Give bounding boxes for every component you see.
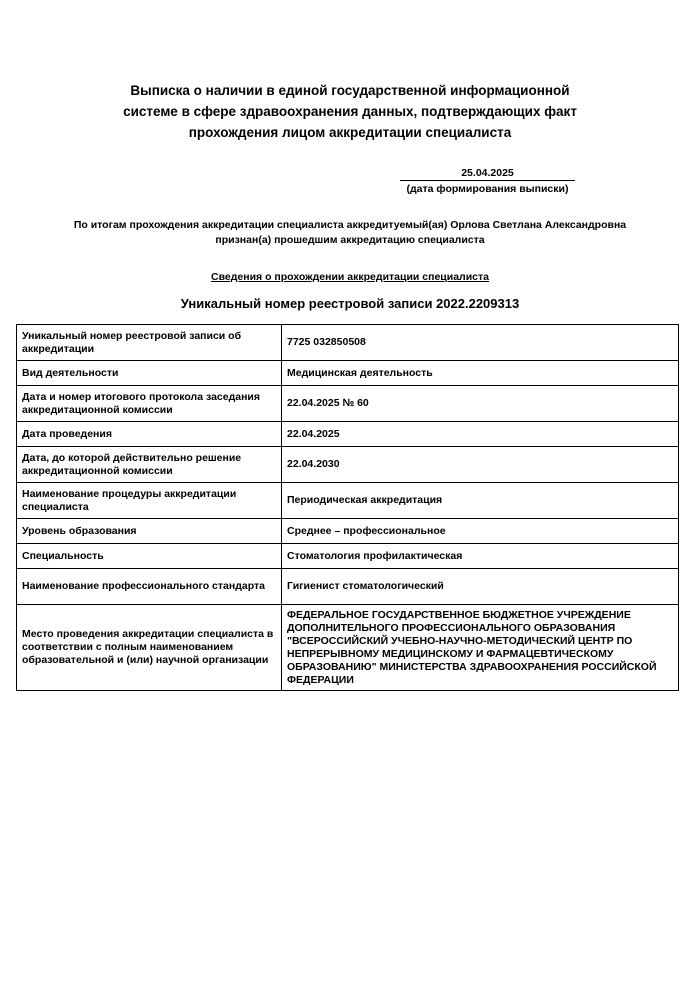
row-value: Стоматология профилактическая — [282, 544, 679, 569]
title-line: Выписка о наличии в единой государственной информационной — [130, 83, 570, 98]
row-label: Наименование процедуры аккредитации специалиста — [17, 483, 282, 519]
row-value: Гигиенист стоматологический — [282, 569, 679, 605]
table-row — [17, 422, 679, 447]
table-row — [17, 483, 679, 519]
row-value: 22.04.2030 — [282, 447, 679, 483]
row-label: Вид деятельности — [17, 361, 282, 386]
row-label: Дата, до которой действительно решение аккредитационной комиссии — [17, 447, 282, 483]
row-value: ФЕДЕРАЛЬНОЕ ГОСУДАРСТВЕННОЕ БЮДЖЕТНОЕ УЧРЕЖДЕНИЕ ДОПОЛНИТЕЛЬНОГО ПРОФЕССИОНАЛЬНОГО ОБРАЗОВАНИЯ "ВСЕРОССИЙСКИЙ УЧЕБНО-НАУЧНО-МЕТОДИЧЕСКИЙ ЦЕНТР ПО НЕПРЕРЫВНОМУ МЕДИЦИНСКОМУ И ФАРМАЦЕВТИЧЕСКОМУ ОБРАЗОВАНИЮ" МИНИСТЕРСТВА ЗДРАВООХРАНЕНИЯ РОССИЙСКОЙ ФЕДЕРАЦИИ — [282, 605, 679, 691]
row-label: Наименование профессионального стандарта — [17, 569, 282, 605]
row-value: 22.04.2025 № 60 — [282, 386, 679, 422]
issue-date-caption: (дата формирования выписки) — [406, 183, 569, 195]
section-heading: Сведения о прохождении аккредитации специалиста — [211, 271, 489, 283]
table-row — [17, 519, 679, 544]
accreditation-summary — [0, 218, 700, 248]
accreditation-details-table — [16, 324, 679, 691]
summary-line: признан(а) прошедшим аккредитацию специалиста — [215, 234, 485, 246]
row-label: Уровень образования — [17, 519, 282, 544]
row-value: Периодическая аккредитация — [282, 483, 679, 519]
row-value: Медицинская деятельность — [282, 361, 679, 386]
table-row — [17, 447, 679, 483]
registry-number-heading: Уникальный номер реестровой записи 2022.2209313 — [180, 296, 520, 311]
table-row — [17, 386, 679, 422]
summary-line: По итогам прохождения аккредитации специалиста аккредитуемый(ая) Орлова Светлана Александровна — [73, 219, 627, 231]
row-value: 22.04.2025 — [282, 422, 679, 447]
row-label: Уникальный номер реестровой записи об аккредитации — [17, 325, 282, 361]
document-title — [100, 80, 600, 143]
title-line: прохождения лицом аккредитации специалиста — [188, 125, 512, 140]
table-row — [17, 325, 679, 361]
table-row — [17, 361, 679, 386]
title-line: системе в сфере здравоохранения данных, подтверждающих факт — [123, 104, 577, 119]
row-value: 7725 032850508 — [282, 325, 679, 361]
row-label: Специальность — [17, 544, 282, 569]
row-value: Среднее – профессиональное — [282, 519, 679, 544]
table-row — [17, 569, 679, 605]
issue-date-block — [400, 167, 575, 195]
row-label: Дата проведения — [17, 422, 282, 447]
table-row — [17, 544, 679, 569]
row-label: Дата и номер итогового протокола заседания аккредитационной комиссии — [17, 386, 282, 422]
row-label: Место проведения аккредитации специалиста в соответствии с полным наименованием образовательной и (или) научной организации — [17, 605, 282, 691]
issue-date: 25.04.2025 — [400, 167, 575, 181]
table-row — [17, 605, 679, 691]
